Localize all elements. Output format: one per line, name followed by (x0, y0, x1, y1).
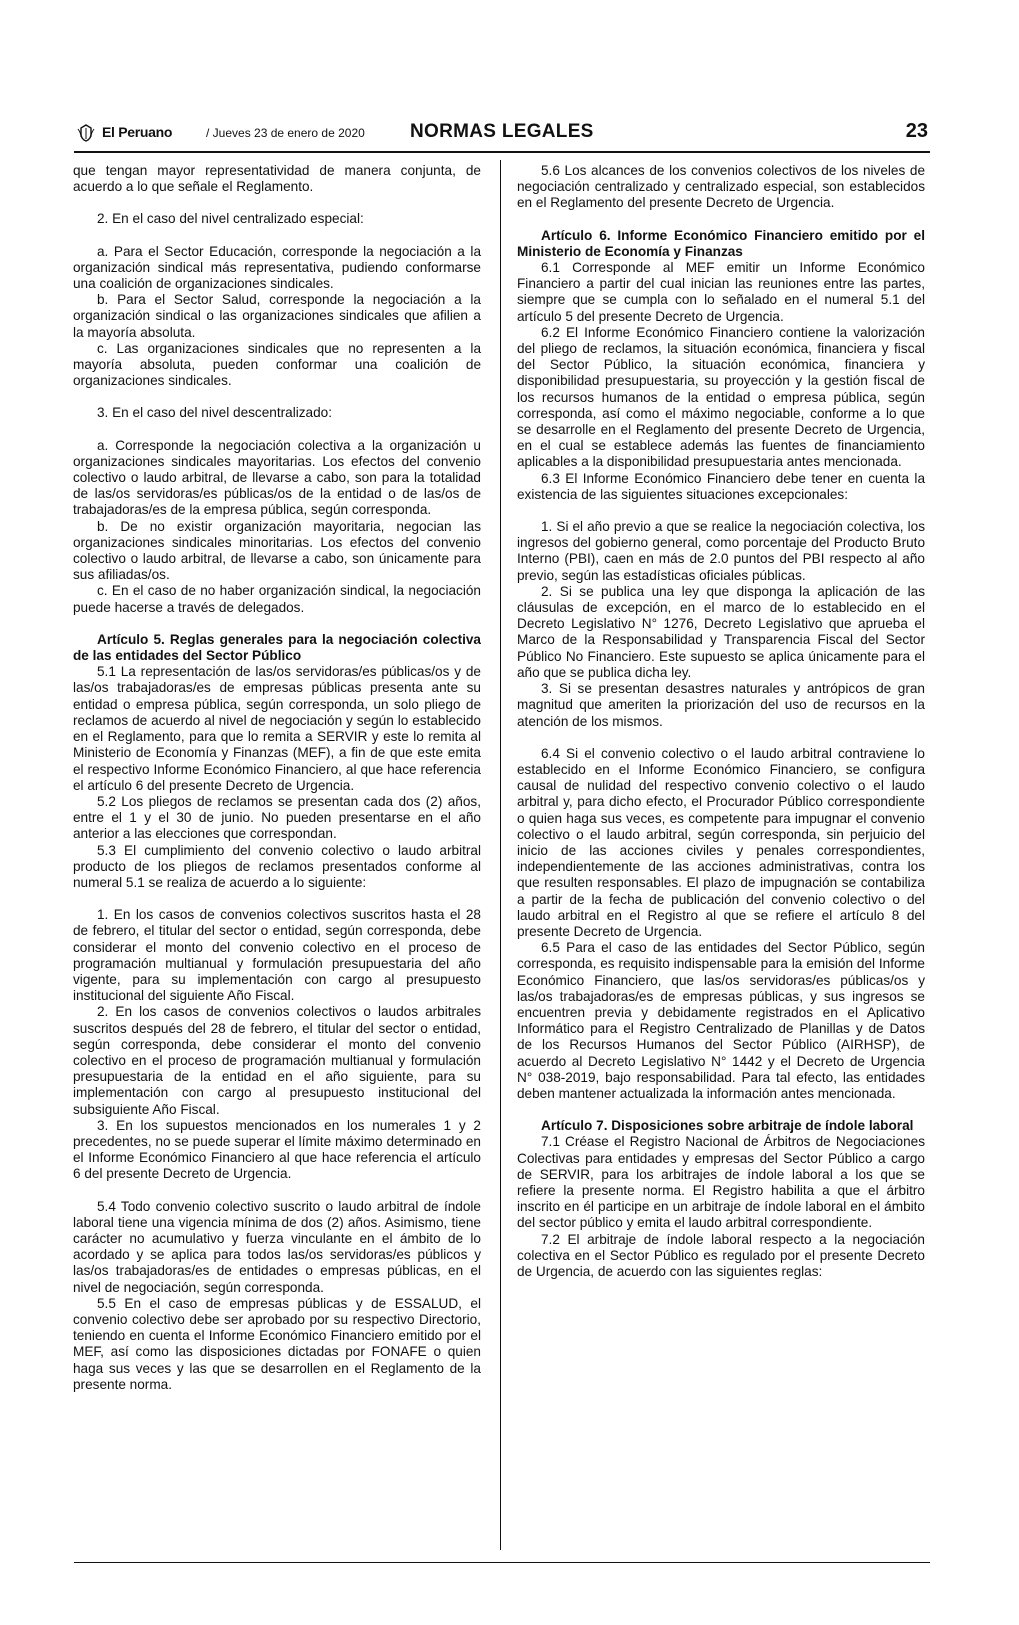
coat-of-arms-icon (76, 123, 96, 143)
left-column (73, 163, 481, 1393)
paragraph: 3. Si se presentan desastres naturales y antrópicos de gran magnitud que ameriten la priorización del uso de recursos en la atención de los mismos. (517, 681, 925, 729)
paragraph: 3. En el caso del nivel descentralizado: (97, 405, 333, 421)
paragraph: a. Corresponde la negociación colectiva a la organización u organizaciones sindicales mayoritarias. Los efectos del convenio colectivo o laudo arbitral, de llevarse a cabo, son para la totalidad de las/os servidoras/es públicas/os de la entidad o de las/os de trabajadoras/es de la empresa pública, según corresponda. (73, 437, 481, 518)
article-heading: Artículo 6. Informe Económico Financiero emitido por el Ministerio de Economía y Finanzas (517, 227, 925, 259)
paragraph: 2. En el caso del nivel centralizado especial: (97, 211, 364, 227)
issue-date: / Jueves 23 de enero de 2020 (206, 126, 365, 140)
article-heading: Artículo 7. Disposiciones sobre arbitraje de índole laboral (541, 1118, 914, 1134)
paragraph: c. Las organizaciones sindicales que no representen a la mayoría absoluta, pueden conformar una coalición de organizaciones sindicales. (73, 340, 481, 389)
section-title: NORMAS LEGALES (410, 121, 594, 142)
right-column (517, 163, 925, 1280)
article-heading: Artículo 5. Reglas generales para la negociación colectiva de las entidades del Sector Público (73, 631, 481, 664)
paragraph: 2. Si se publica una ley que disponga la aplicación de las cláusulas de excepción, en el marco de lo establecido en el Decreto Legislativo N° 1276, Decreto Legislativo que aprueba el Marco de la Responsabilidad y Transparencia Fiscal del Sector Público No Financiero. Este supuesto se aplica únicamente para el año que se publica dicha ley. (517, 583, 925, 680)
paragraph: 5.2 Los pliegos de reclamos se presentan cada dos (2) años, entre el 1 y el 30 de junio. No pueden presentarse en el año anterior a las elecciones que correspondan. (73, 793, 481, 842)
paragraph: que tengan mayor representatividad de manera conjunta, de acuerdo a lo que señale el Reglamento. (73, 163, 481, 195)
paragraph: a. Para el Sector Educación, corresponde la negociación a la organización sindical más representativa, pudiendo conformarse una coalición de organizaciones sindicales. (73, 243, 481, 292)
paragraph: 5.6 Los alcances de los convenios colectivos de los niveles de negociación centralizado y centralizado especial, son establecidos en el Reglamento del presente Decreto de Urgencia. (517, 163, 925, 211)
paragraph: 7.2 El arbitraje de índole laboral respecto a la negociación colectiva en el Sector Público es regulado por el presente Decreto de Urgencia, de acuerdo con las siguientes reglas: (517, 1231, 925, 1279)
paragraph: 3. En los supuestos mencionados en los numerales 1 y 2 precedentes, no se puede superar el límite máximo determinado en el Informe Económico Financiero al que hace referencia el artículo 6 del presente Decreto de Urgencia. (73, 1117, 481, 1182)
paragraph: 5.4 Todo convenio colectivo suscrito o laudo arbitral de índole laboral tiene una vigencia mínima de dos (2) años. Asimismo, tiene carácter no acumulativo y fuerza vinculante en el ámbito de lo acordado y se aplica para todos las/os servidoras/es públicos y las/os trabajadoras/es de entidades o empresas públicas, en el nivel de negociación, según corresponda. (73, 1198, 481, 1295)
paragraph: 6.3 El Informe Económico Financiero debe tener en cuenta la existencia de las siguientes situaciones excepcionales: (517, 470, 925, 502)
paragraph: 5.1 La representación de las/os servidoras/es públicas/os y de las/os trabajadoras/es de empresas públicas presenta ante su entidad o empresa pública, según corresponda, un solo pliego de reclamos de acuerdo al nivel de negociación y según lo establecido en el Reglamento, para que lo remita a SERVIR y este lo remita al Ministerio de Economía y Finanzas (MEF), a fin de que este emita el respectivo Informe Económico Financiero, al que hace referencia el artículo 6 del presente Decreto de Urgencia. (73, 664, 481, 793)
paragraph: 6.1 Corresponde al MEF emitir un Informe Económico Financiero a partir del cual inician las reuniones entre las partes, siempre que se cumpla con lo señalado en el numeral 5.1 del artículo 5 del presente Decreto de Urgencia. (517, 260, 925, 324)
paragraph: 5.5 En el caso de empresas públicas y de ESSALUD, el convenio colectivo debe ser aprobado por su respectivo Directorio, teniendo en cuenta el Informe Económico Financiero emitido por el MEF, así como las disposiciones dictadas por FONAFE o quien haga sus veces y las que se desarrollen en el Reglamento de la presente norma. (73, 1295, 481, 1392)
column-divider (500, 160, 501, 1550)
paragraph: 1. Si el año previo a que se realice la negociación colectiva, los ingresos del gobierno general, como porcentaje del Producto Bruto Interno (PBI), caen en más de 2.0 puntos del PBI respecto al año previo, según las estadísticas oficiales públicas. (517, 519, 925, 583)
paragraph: c. En el caso de no haber organización sindical, la negociación puede hacerse a través de delegados. (73, 583, 481, 615)
paragraph: 5.3 El cumplimiento del convenio colectivo o laudo arbitral producto de los pliegos de reclamos presentados conforme al numeral 5.1 se realiza de acuerdo a lo siguiente: (73, 842, 481, 890)
paragraph: 1. En los casos de convenios colectivos suscritos hasta el 28 de febrero, el titular del sector o entidad, según corresponda, debe considerar el monto del convenio colectivo en el proceso de programación multianual y formulación presupuestaria del año vigente, para su implementación con cargo al presupuesto institucional del siguiente Año Fiscal. (73, 907, 481, 1004)
paragraph: 2. En los casos de convenios colectivos o laudos arbitrales suscritos después del 28 de febrero, el titular del sector o entidad, según corresponda, debe considerar el monto del convenio colectivo en el proceso de programación multianual y formulación presupuestaria de la entidad en el año siguiente, para su implementación con cargo al presupuesto institucional del subsiguiente Año Fiscal. (73, 1004, 481, 1117)
paragraph: b. De no existir organización mayoritaria, negocian las organizaciones sindicales minoritarias. Los efectos del convenio colectivo o laudo arbitral, de llevarse a cabo, son únicamente para sus afiliadas/os. (73, 518, 481, 583)
paragraph: 6.2 El Informe Económico Financiero contiene la valorización del pliego de reclamos, la situación económica, financiera y fiscal del Sector Público, la situación económica, financiera y disponibilidad presupuestaria, su proyección y la gestión fiscal de los recursos humanos de la entidad o empresa pública, según corresponda, así como el máximo negociable, conforme a lo que se desarrolle en el Reglamento del presente Decreto de Urgencia, en el cual se establece además las fuentes de financiamiento aplicables a la disponibilidad presupuestaria antes mencionada. (517, 324, 925, 470)
footer-rule (74, 1562, 930, 1563)
paragraph: 6.5 Para el caso de las entidades del Sector Público, según corresponda, es requisito indispensable para la emisión del Informe Económico Financiero, que las/os servidoras/es públicas/os y las/os trabajadoras/es de empresas públicas, y sus ingresos se encuentren previa y debidamente registrados en el Aplicativo Informático para el Registro Centralizado de Planillas y de Datos de los Recursos Humanos del Sector Público (AIRHSP), de acuerdo al Decreto Legislativo N° 1442 y el Decreto de Urgencia N° 038-2019, bajo responsabilidad. Para tal efecto, las entidades deben mantener actualizada la información antes mencionada. (517, 940, 925, 1101)
paragraph: b. Para el Sector Salud, corresponde la negociación a la organización sindical o las organizaciones sindicales que afilien a la mayoría absoluta. (73, 292, 481, 340)
header-rule (74, 151, 930, 153)
newspaper-name: El Peruano (102, 124, 173, 140)
page-header (74, 120, 930, 150)
paragraph: 6.4 Si el convenio colectivo o el laudo arbitral contraviene lo establecido en el Informe Económico Financiero, se configura causal de nulidad del respectivo convenio colectivo o el laudo arbitral y, para dicho efecto, el Procurador Público correspondiente o quien haga sus veces, es competente para impugnar el convenio colectivo o el laudo arbitral, según corresponda, sin perjuicio del inicio de las acciones civiles y penales correspondientes, independientemente de las acciones administrativas, contra los que resulten responsables. El plazo de impugnación se contabiliza a partir de la fecha de publicación del convenio colectivo o del laudo arbitral en el Registro al que se refiere el artículo 8 del presente Decreto de Urgencia. (517, 745, 925, 939)
page-number: 23 (905, 120, 928, 142)
paragraph: 7.1 Créase el Registro Nacional de Árbitros de Negociaciones Colectivas para entidades y empresas del Sector Público a cargo de SERVIR, para los arbitrajes de índole laboral a los que se refiere la presente norma. El Registro habilita a que el árbitro inscrito en él participe en un arbitraje de índole laboral en el ámbito del sector público y emita el laudo arbitral correspondiente. (517, 1134, 925, 1231)
